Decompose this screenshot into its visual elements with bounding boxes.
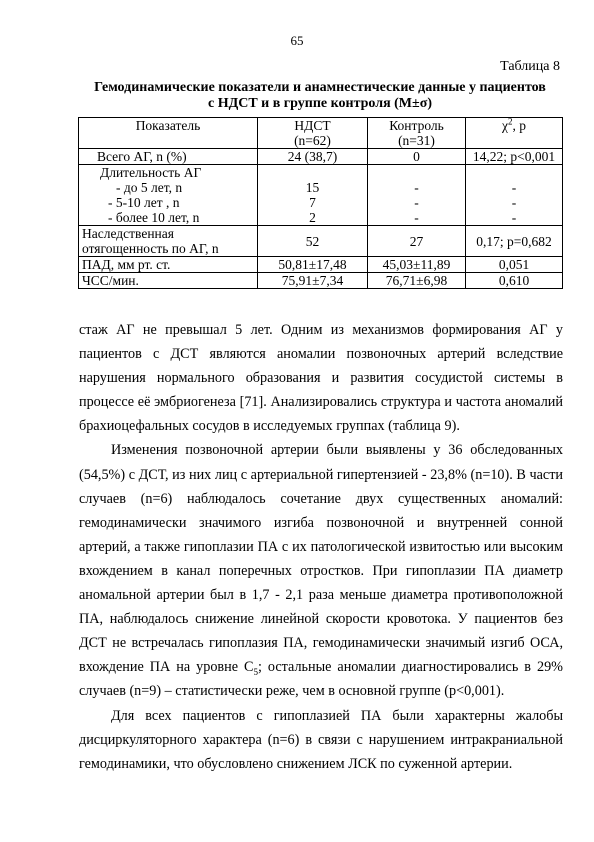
paragraph-2: [79, 438, 563, 703]
paragraph-1: стаж АГ не превышал 5 лет. Одним из механизмов формирования АГ у пациентов с ДСТ являются аномалии позвоночных артерий вследствие нарушения нормального образования и развития сосудистой системы в процессе её эмбриогенеза [71]. Анализировались структура и частота аномалий брахиоцефальных сосудов в исследуемых группах (таблица 9).: [79, 322, 563, 435]
header-control-label: Контроль: [389, 118, 444, 133]
header-chi-symbol: χ: [502, 118, 508, 133]
row-control-value: -: [414, 210, 419, 225]
row-label: [79, 165, 258, 226]
header-control: [368, 118, 466, 149]
row-control: [368, 165, 466, 226]
row-ndst-value: 15: [305, 180, 320, 195]
row-label-main: Длительность АГ: [100, 165, 202, 180]
row-label-line1: Наследственная: [82, 226, 174, 241]
table-title-line1: Гемодинамические показатели и анамнестические данные у пациентов: [94, 80, 546, 95]
table-header-row: [79, 118, 563, 149]
header-ndst-n: (n=62): [294, 133, 331, 148]
header-chi: [466, 118, 563, 149]
table-row: [79, 149, 563, 165]
paragraph-3: Для всех пациентов с гипоплазией ПА были характерны жалобы дисциркуляторного характера (n=6) в связи с нарушением интракраниальной гемодинамики, что обусловлено снижением ЛСК по суженной артерии.: [79, 707, 563, 772]
header-ndst-label: НДСТ: [294, 118, 331, 133]
row-control: 0: [368, 149, 466, 165]
row-control-value: -: [414, 195, 419, 210]
paragraph-2-part-a: Изменения позвоночной артерии были выявлены у 36 обследованных (54,5%) с ДСТ, из них лиц с артериальной гипертензией - 23,8% (n=10). В части случаев (n=6) наблюдалось сочетание двух существенных аномалий: гемодинамически значимого изгиба позвоночной и внутренней сонной артерий, а также гипоплазии ПА с их патологической извитостью или высоким вхождением в канал поперечных отростков. При гипоплазии ПА диаметр аномальной артерии был в 1,7 - 2,1 раза меньше диаметра противоположной ПА, наблюдалось снижение линейной скорости кровотока. У пациентов без ДСТ не встречалась гипоплазия ПА, гемодинамически значимый изгиб ОСА, вхождение ПА на уровне С: [79, 442, 563, 676]
table-row: [79, 273, 563, 289]
header-control-n: (n=31): [398, 133, 435, 148]
row-label-sub: - 5-10 лет , n: [108, 195, 180, 210]
header-ndst: [258, 118, 368, 149]
header-indicator: Показатель: [79, 118, 258, 149]
row-ndst-value: 7: [309, 195, 316, 210]
table-row: [79, 226, 563, 257]
row-chi-value: -: [511, 195, 517, 210]
row-chi: 0,051: [466, 257, 563, 273]
table-row: [79, 257, 563, 273]
row-label: Всего АГ, n (%): [79, 149, 258, 165]
table-title: [80, 80, 560, 112]
row-label: [79, 226, 258, 257]
row-ndst-value: 2: [309, 210, 316, 225]
row-label-sub: - более 10 лет, n: [108, 210, 200, 225]
row-ndst: 52: [258, 226, 368, 257]
data-table: [78, 117, 563, 289]
page-number: 65: [290, 33, 304, 48]
row-label-sub: - до 5 лет, n: [116, 180, 183, 195]
row-label: ПАД, мм рт. ст.: [79, 257, 258, 273]
row-label-line2: отягощенность по АГ, n: [82, 241, 219, 256]
row-control: 45,03±11,89: [368, 257, 466, 273]
table-row: [79, 165, 563, 226]
body-text: [79, 318, 563, 776]
row-chi: 0,610: [466, 273, 563, 289]
header-chi-rest: , p: [512, 118, 526, 133]
row-chi: 14,22; p<0,001: [466, 149, 563, 165]
table-label: Таблица 8: [500, 59, 560, 74]
header-chi-sup: 2: [508, 116, 513, 127]
row-control-value: -: [414, 180, 419, 195]
row-chi-value: -: [511, 180, 517, 195]
row-ndst: 50,81±17,48: [258, 257, 368, 273]
paragraph-2-subscript: 5: [253, 667, 258, 678]
row-chi-value: -: [511, 210, 517, 225]
row-chi: [466, 165, 563, 226]
row-label: ЧСС/мин.: [79, 273, 258, 289]
row-ndst: 75,91±7,34: [258, 273, 368, 289]
row-control: 27: [368, 226, 466, 257]
row-ndst: [258, 165, 368, 226]
row-control: 76,71±6,98: [368, 273, 466, 289]
table-title-line2: с НДСТ и в группе контроля (M±σ): [208, 96, 432, 111]
row-ndst: 24 (38,7): [258, 149, 368, 165]
row-chi: 0,17; p=0,682: [466, 226, 563, 257]
paragraph-2-part-b: ; остальные аномалии диагностировались в 29% случаев (n=9) – статистически реже, чем в основной группе (p<0,001).: [79, 659, 563, 700]
